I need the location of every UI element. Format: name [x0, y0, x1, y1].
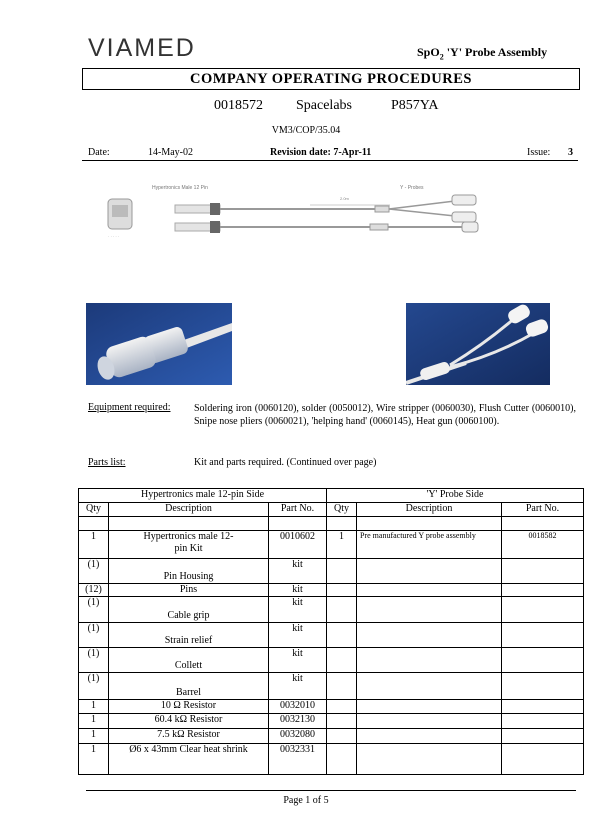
- table-row: (1) Collett kit: [79, 648, 584, 673]
- parts-list-label: Parts list:: [88, 457, 126, 468]
- svg-text:· · · · ·: · · · · ·: [108, 234, 120, 239]
- table-row: (1) Cable grip kit: [79, 597, 584, 623]
- equipment-text: Soldering iron (0060120), solder (0050012), Wire stripper (0060030), Flush Cutter (0060010), Snipe nose pliers (0060021), 'helping hand' (0060145), Heat gun (0060100).: [194, 403, 576, 427]
- document-reference: VM3/COP/35.04: [271, 125, 341, 136]
- part-number: 0018572: [214, 98, 263, 113]
- table-row: 1 Ø6 x 43mm Clear heat shrink 0032331: [79, 744, 584, 775]
- cable-diagram: [100, 183, 490, 245]
- manufacturer: Spacelabs: [296, 98, 352, 113]
- issue-value: 3: [568, 147, 573, 158]
- connector-photo: [86, 303, 232, 385]
- table-row: (1) Pin Housing kit: [79, 559, 584, 584]
- model-number: P857YA: [391, 98, 439, 113]
- probe-photo: [406, 303, 550, 385]
- equipment-label: Equipment required:: [88, 402, 171, 413]
- table-row: 1 7.5 kΩ Resistor 0032080: [79, 729, 584, 744]
- svg-text:Y - Probes: Y - Probes: [400, 185, 424, 191]
- company-logo: VIAMED: [88, 34, 196, 62]
- issue-label: Issue:: [527, 147, 551, 158]
- svg-text:Hypertronics Male 12 Pin: Hypertronics Male 12 Pin: [152, 185, 208, 191]
- table-row: 1 10 Ω Resistor 0032010: [79, 700, 584, 714]
- revision-date: Revision date: 7-Apr-11: [270, 147, 372, 158]
- table-row: 1 Hypertronics male 12-pin Kit 0010602 1 Pre manufactured Y probe assembly 0018582: [79, 531, 584, 559]
- col-description: Description: [357, 503, 502, 517]
- table-row: (1) Strain relief kit: [79, 623, 584, 648]
- col-part-no: Part No.: [502, 503, 584, 517]
- page-number: Page 1 of 5: [283, 795, 329, 806]
- col-qty: Qty: [327, 503, 357, 517]
- date-value: 14-May-02: [148, 147, 193, 158]
- table-row: (1) Barrel kit: [79, 673, 584, 700]
- parts-list-text: Kit and parts required. (Continued over page): [194, 457, 377, 468]
- footer-divider: [86, 790, 576, 791]
- document-title: SpO$_2$ 'Y' Probe Assembly: [417, 45, 548, 62]
- table-row: (12) Pins kit: [79, 584, 584, 597]
- left-section-header: Hypertronics male 12-pin Side: [79, 489, 327, 503]
- parts-table: [78, 488, 584, 775]
- date-label: Date:: [88, 147, 110, 158]
- banner-title: COMPANY OPERATING PROCEDURES: [82, 68, 580, 90]
- col-part-no: Part No.: [269, 503, 327, 517]
- table-row: 1 60.4 kΩ Resistor 0032130: [79, 714, 584, 729]
- col-description: Description: [109, 503, 269, 517]
- right-section-header: 'Y' Probe Side: [327, 489, 584, 503]
- svg-text:2.0m: 2.0m: [340, 196, 349, 201]
- col-qty: Qty: [79, 503, 109, 517]
- meta-divider: [82, 160, 578, 161]
